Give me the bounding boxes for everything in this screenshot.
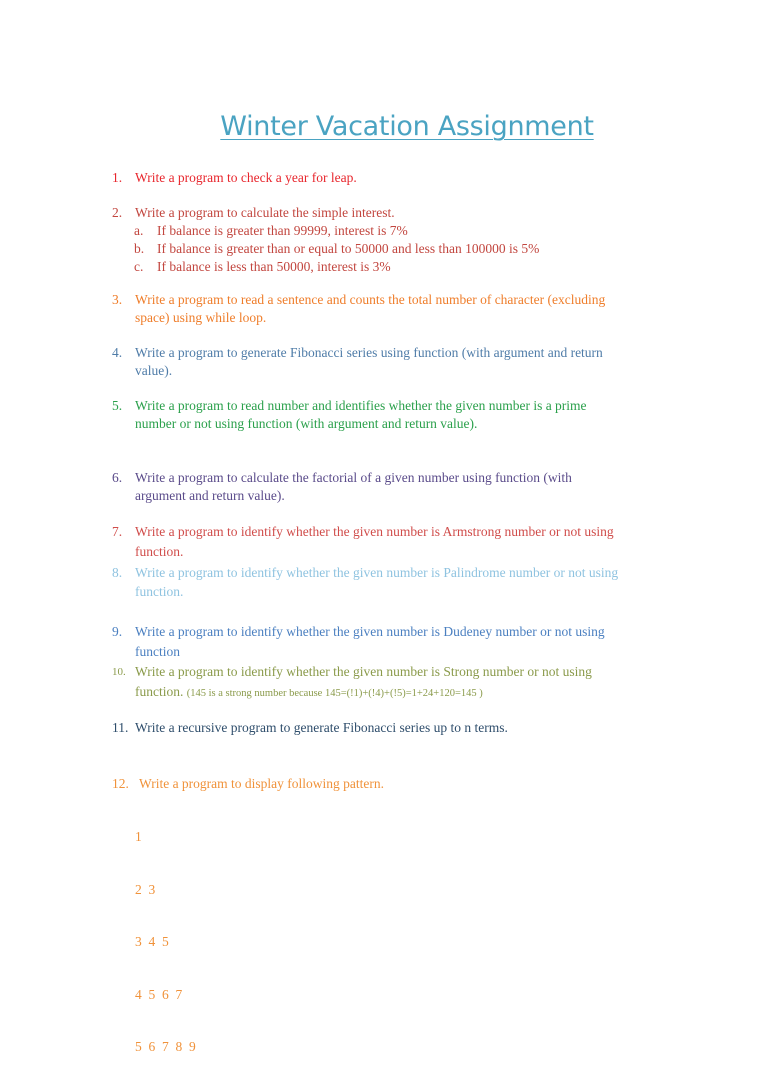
question-number: 4. — [112, 345, 123, 360]
question-text-line-1: Write a program to identify whether the given number is Armstrong number or not using — [135, 524, 614, 539]
question-text-line-1: Write a program to read number and identifies whether the given number is a prime — [135, 398, 587, 413]
question-number: 1. — [112, 170, 123, 185]
sub-letter: a. — [134, 223, 144, 238]
pattern-row-1: 1 — [135, 829, 142, 844]
question-number: 3. — [112, 292, 123, 307]
question-number: 8. — [112, 565, 123, 580]
question-text: Write a program to calculate the simple interest. — [135, 205, 395, 220]
sub-text: If balance is greater than 99999, interest is 7% — [157, 223, 408, 238]
sub-letter: b. — [134, 241, 145, 256]
question-number: 10. — [112, 666, 126, 678]
question-number: 2. — [112, 205, 123, 220]
question-text-line-2: function. — [135, 544, 184, 559]
pattern-row-2: 2 3 — [135, 881, 156, 897]
question-text: Write a program to display following pattern. — [139, 776, 385, 791]
question-text-line-2: argument and return value). — [135, 488, 285, 503]
question-text-line-2: function — [135, 644, 180, 659]
pattern-block — [135, 793, 196, 1091]
pattern-row-4: 4 5 6 7 — [135, 986, 183, 1002]
question-text-line-2-main: function. — [135, 684, 184, 699]
question-number: 11. — [112, 720, 129, 735]
question-text-line-1: Write a program to identify whether the given number is Palindrome number or not using — [135, 565, 619, 580]
question-text-line-1: Write a program to read a sentence and counts the total number of character (excluding — [135, 292, 606, 307]
page-title: Winter Vacation Assignment — [220, 111, 594, 142]
question-text: Write a recursive program to generate Fibonacci series up to n terms. — [135, 720, 508, 735]
question-note: (145 is a strong number because 145=(!1)+(!4)+(!5)=1+24+120=145 ) — [186, 688, 483, 699]
question-number: 5. — [112, 398, 123, 413]
question-text-line-2: function. — [135, 584, 184, 599]
question-text-line-2: number or not using function (with argument and return value). — [135, 416, 478, 431]
question-text-line-2: space) using while loop. — [135, 310, 267, 325]
question-text-line-1: Write a program to calculate the factorial of a given number using function (with — [135, 470, 572, 485]
question-number: 7. — [112, 524, 123, 539]
question-number: 9. — [112, 624, 123, 639]
question-text-line-2: value). — [135, 363, 173, 378]
sub-letter: c. — [134, 259, 144, 274]
question-number: 12. — [112, 776, 129, 791]
question-text-line-2 — [135, 682, 695, 704]
sub-text: If balance is less than 50000, interest is 3% — [157, 259, 391, 274]
question-text-line-1: Write a program to identify whether the given number is Strong number or not using — [135, 664, 592, 679]
question-text-line-1: Write a program to generate Fibonacci series using function (with argument and return — [135, 345, 603, 360]
pattern-row-3: 3 4 5 — [135, 934, 169, 949]
sub-text: If balance is greater than or equal to 50000 and less than 100000 is 5% — [157, 241, 540, 256]
question-text: Write a program to check a year for leap. — [135, 170, 357, 185]
pattern-row-5: 5 6 7 8 9 — [135, 1039, 196, 1054]
question-text-line-1: Write a program to identify whether the given number is Dudeney number or not using — [135, 624, 605, 639]
question-number: 6. — [112, 470, 123, 485]
